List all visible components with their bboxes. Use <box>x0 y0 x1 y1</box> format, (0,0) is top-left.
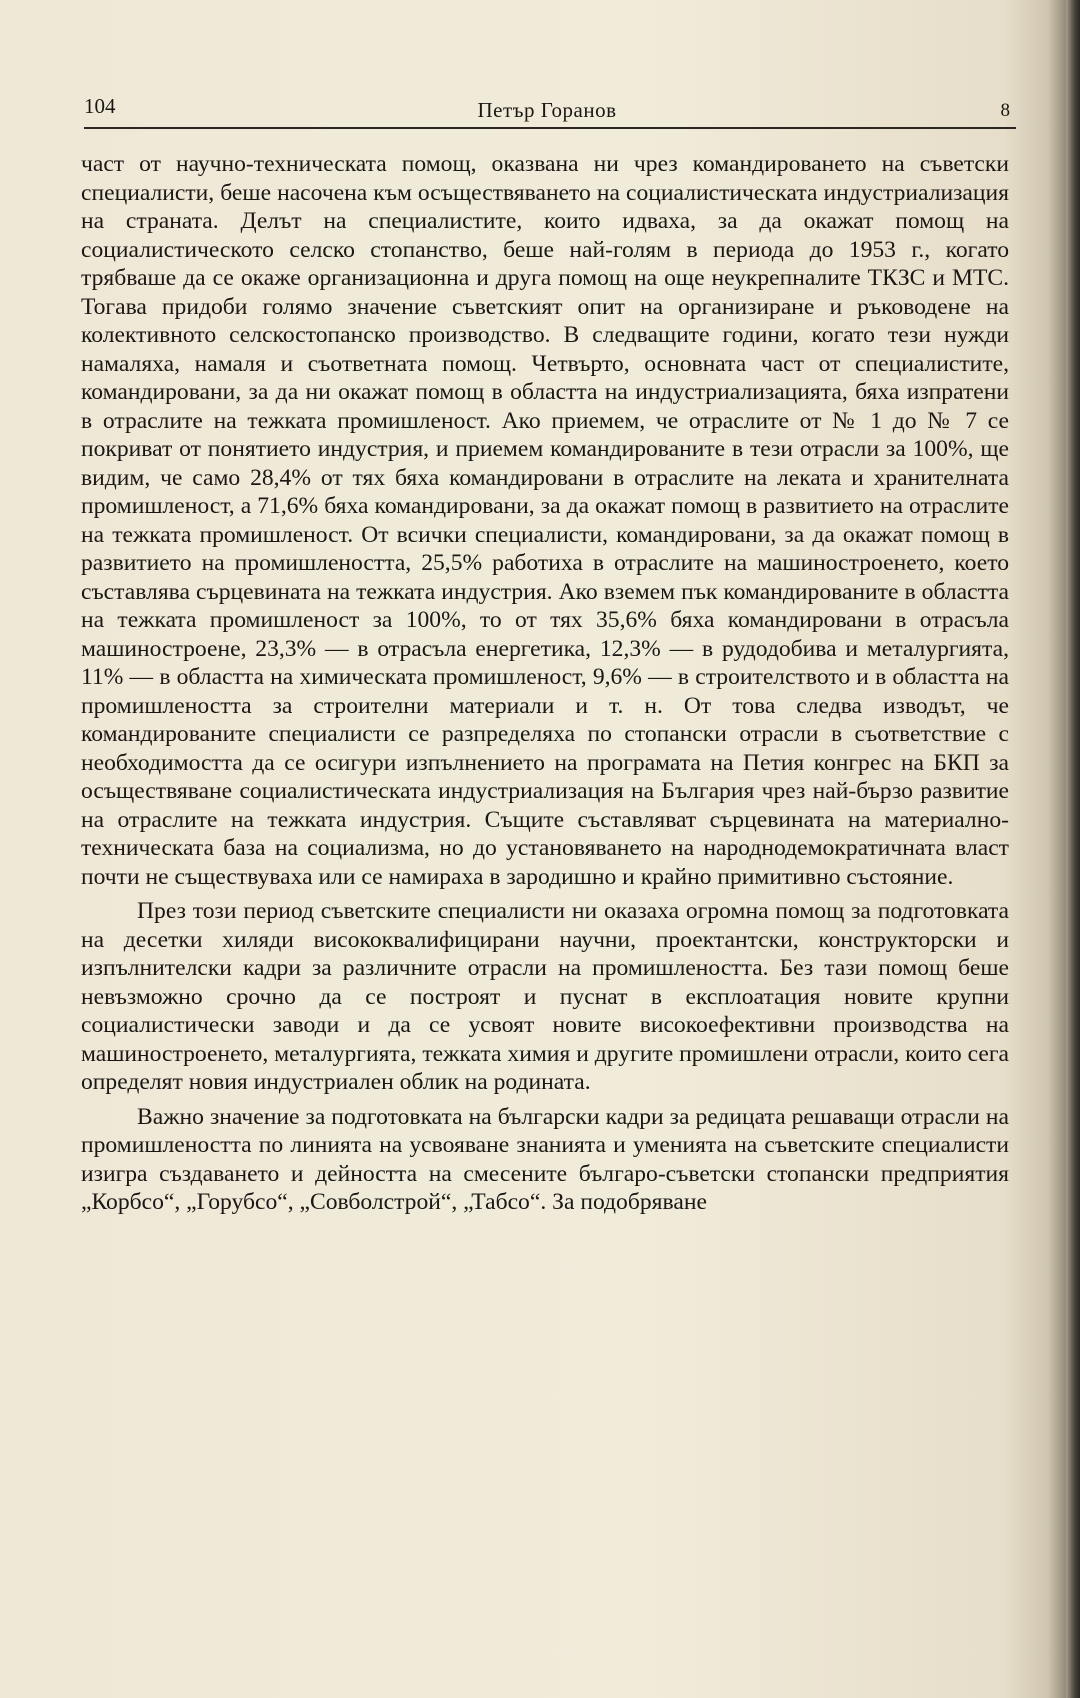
running-title: Петър Горанов <box>477 98 617 122</box>
header-rule <box>84 127 1016 129</box>
paragraph: Важно значение за подготовката на български кадри за редицата решаващи отрасли на промишлеността по линията на усвояване знанията и уменията на съветските специалисти изигра създаването и дейността на смесените българо-съветски стопански предприятия „Корбсо“, „Горубсо“, „Совболстрой“, „Табсо“. За подобряване <box>81 1103 1009 1215</box>
page-header <box>84 90 1010 128</box>
body-text <box>81 150 1009 1217</box>
paragraph: През този период съветските специалисти ни оказаха огромна помощ за подготовката на десетки хиляди висококвалифицирани научни, проектантски, конструкторски и изпълнителски кадри за различните отрасли на промишлеността. Без тази помощ беше невъзможно срочно да се построят и пуснат в експлоатация новите крупни социалистически заводи и да се усвоят новите високоефективни производства на машиностроенето, металургията, тежката химия и другите промишлени отрасли, които сега определят новия индустриален облик на родината. <box>81 898 1009 1095</box>
paragraph-continued: част от научно-техническата помощ, оказвана ни чрез командироването на съветски специалисти, беше насочена към осъществяването на социалистическата индустриализация на страната. Делът на специалистите, които идваха, за да окажат помощ на социалистическото селско стопанство, беше най-голям в периода до 1953 г., когато трябваше да се окаже организационна и друга помощ на още неукрепналите ТКЗС и МТС. Тогава придоби голямо значение съветският опит на организиране и ръководене на колективното селскостопанско производство. В следващите години, когато тези нужди намаляха, намаля и съответната помощ. Четвърто, основната част от специалистите, командировани, за да ни окажат помощ в областта на индустриализацията, бяха изпратени в отраслите на тежката промишленост. Ако приемем, че отраслите от № 1 до № 7 се покриват от понятието индустрия, и приемем командированите в тези отрасли за 100%, ще видим, че само 28,4% от тях бяха командировани в отраслите на леката и хранителната промишленост, а 71,6% бяха командировани, за да окажат помощ в развитието на отраслите на тежката промишленост. От всички специалисти, командировани, за да окажат помощ в развитието на промишлеността, 25,5% работиха в отраслите на машиностроенето, което съставлява сърцевината на тежката индустрия. Ако вземем пък командированите в областта на тежката промишленост за 100%, то от тях 35,6% бяха командировани в отрасъла машиностроене, 23,3% — в отрасъла енергетика, 12,3% — в рудодобива и металургията, 11% — в областта на химическата промишленост, 9,6% — в строителството и в областта на промишлеността за строителни материали и т. н. От това следва изводът, че командированите специалисти се разпределяха по стопански отрасли в съответствие с необходимостта да се осигури изпълнението на програмата на Петия конгрес на БКП за осъществяване социалистическата индустриализация на България чрез най-бързо развитие на отраслите на тежката индустрия. Същите съставляват сърцевината на материално-техническата база на социализма, но до установяването на народнодемократичната власт почти не съществуваха или се намираха в зародишно и крайно примитивно състояние. <box>81 151 1009 890</box>
page-number: 104 <box>84 94 116 118</box>
page-binding-edge <box>1066 0 1080 1698</box>
header-mark: 8 <box>1000 100 1010 121</box>
